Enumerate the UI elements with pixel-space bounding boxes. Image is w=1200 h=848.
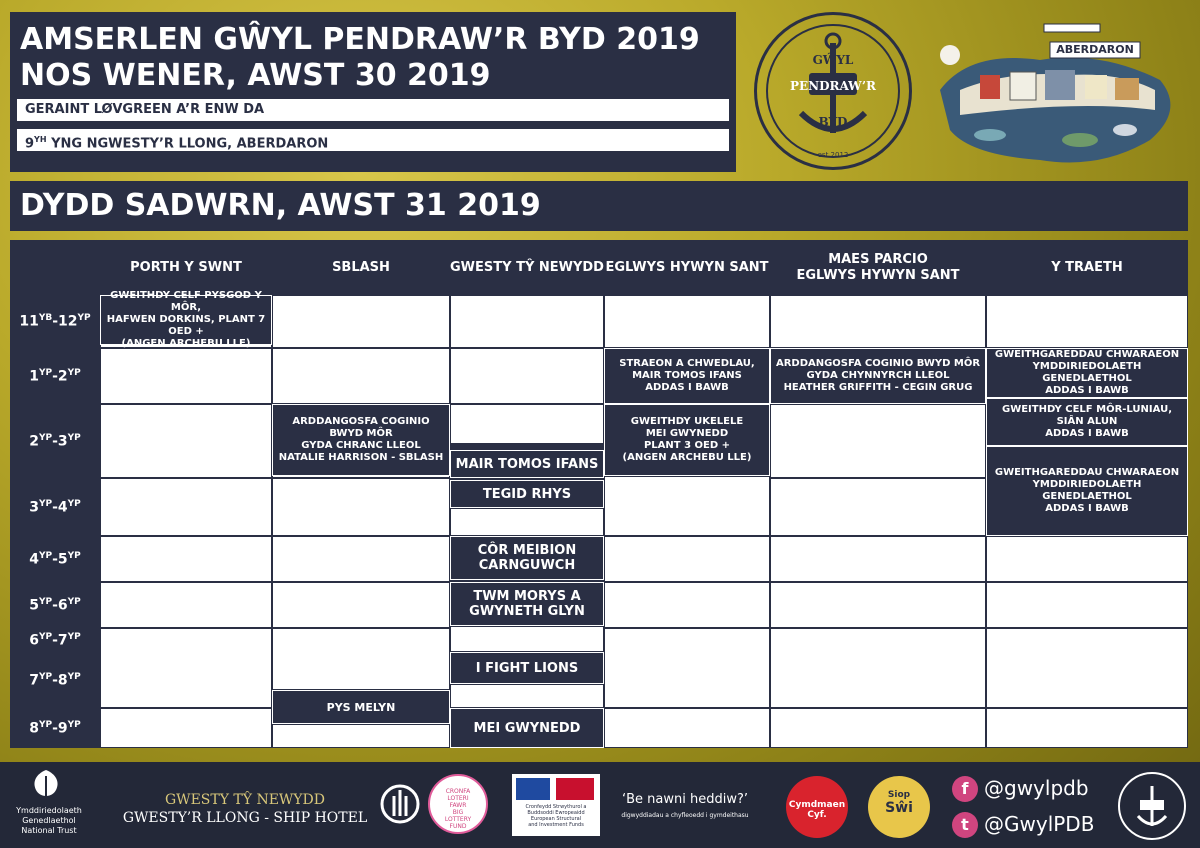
- timetable-cell: [100, 536, 272, 582]
- event-traeth-chwaraeon-1: GWEITHGAREDDAU CHWARAEON YMDDIRIEDOLAETH GENEDLAETHOL ADDAS I BAWB: [986, 348, 1188, 398]
- col-maes: MAES PARCIO EGLWYS HYWYN SANT: [796, 252, 960, 283]
- facebook-icon: f: [952, 776, 978, 802]
- time-slot-label: $8^{YP}-9^{YP}$: [29, 719, 81, 737]
- timetable-cell: [986, 536, 1188, 582]
- timetable-cell: [986, 708, 1188, 748]
- lottery-hand-icon: [378, 776, 422, 836]
- timetable-cell: [604, 708, 770, 748]
- event-cor-meibion: CÔR MEIBION CARNGUWCH: [450, 536, 604, 580]
- time-slot-label: $1^{YP}-2^{YP}$: [29, 367, 81, 385]
- timetable-cell: [100, 628, 272, 708]
- col-gwesty: GWESTY TŶ NEWYDD: [450, 260, 604, 275]
- timetable-cell: [100, 708, 272, 748]
- timetable-cell: [770, 582, 986, 628]
- timetable-cell: [272, 295, 450, 348]
- event-tegid-rhys: TEGID RHYS: [450, 480, 604, 508]
- timetable-cell: [100, 582, 272, 628]
- event-ukelele: GWEITHDY UKELELE MEI GWYNEDD PLANT 3 OED + (ANGEN ARCHEBU LLE): [604, 404, 770, 476]
- big-lottery-logo: CRONFA LOTERI FAWR BIG LOTTERY FUND: [428, 774, 488, 834]
- time-slot-label: $6^{YP}-7^{YP}$: [29, 631, 81, 649]
- timetable-cell: [604, 476, 770, 536]
- cymdeithas-logo: Cymdmaen Cyf.: [786, 776, 848, 838]
- timetable-cell: [272, 628, 450, 690]
- timetable-cell: [272, 348, 450, 404]
- timetable-cell: [450, 348, 604, 404]
- timetable-cell: [450, 508, 604, 536]
- timetable-cell: [770, 708, 986, 748]
- timetable-cell: [986, 628, 1188, 708]
- timetable-cell: [272, 536, 450, 582]
- twitter-handle[interactable]: @GwylPDB: [984, 812, 1095, 836]
- event-straeon: STRAEON A CHWEDLAU, MAIR TOMOS IFANS ADDAS I BAWB: [604, 348, 770, 404]
- timetable-cell: [604, 628, 770, 708]
- timetable-cell: [450, 404, 604, 444]
- timetable-cell: [450, 684, 604, 708]
- col-sblash: SBLASH: [332, 260, 390, 275]
- timetable-cell: [450, 626, 604, 652]
- title-line-1: AMSERLEN GŴYL PENDRAW’R BYD 2019: [20, 22, 700, 57]
- festival-logo: GŴYL PENDRAW’R BYD est 2012: [754, 12, 912, 170]
- timetable-cell: [770, 628, 986, 708]
- timetable-cell: [272, 582, 450, 628]
- event-traeth-celf: GWEITHDY CELF MÔR-LUNIAU, SIÂN ALUN ADDAS I BAWB: [986, 398, 1188, 446]
- event-sblash-coginio: ARDDANGOSFA COGINIO BWYD MÔR GYDA CHRANC LLEOL NATALIE HARRISON - SBLASH: [272, 404, 450, 476]
- friday-act-1: GERAINT LØVGREEN A’R ENW DA: [16, 98, 730, 122]
- nawni-sub: digwyddiadau a chyfleoedd i gymdeithasu: [621, 812, 749, 819]
- timetable-cell: [604, 295, 770, 348]
- event-mei-gwynedd: MEI GWYNEDD: [450, 708, 604, 748]
- event-porth-art: GWEITHDY CELF PYSGOD Y MÔR, HAFWEN DORKINS, PLANT 7 OED + (ANGEN ARCHEBU LLE): [100, 295, 272, 345]
- event-traeth-chwaraeon-2: GWEITHGAREDDAU CHWARAEON YMDDIRIEDOLAETH GENEDLAETHOL ADDAS I BAWB: [986, 446, 1188, 536]
- time-slot-label: $2^{YP}-3^{YP}$: [29, 432, 81, 450]
- time-slot-label: $11^{YB}-12^{YP}$: [19, 313, 91, 330]
- timetable-cell: [604, 536, 770, 582]
- map-sign: ABERDARON: [1056, 43, 1134, 56]
- timetable-cell: [770, 536, 986, 582]
- timetable-cell: [770, 295, 986, 348]
- nawni-slogan: ‘Be nawni heddiw?’: [621, 792, 749, 807]
- anchor-badge-icon: [1120, 774, 1184, 838]
- hotel-ship: GWESTY’R LLONG - SHIP HOTEL: [122, 810, 368, 826]
- event-pys-melyn: PYS MELYN: [272, 690, 450, 724]
- timetable-cell: [986, 582, 1188, 628]
- festival-badge: [1118, 772, 1186, 840]
- day-title: DYDD SADWRN, AWST 31 2019: [10, 181, 1188, 231]
- timetable-cell: [604, 582, 770, 628]
- col-eglwys: EGLWYS HYWYN SANT: [605, 260, 769, 275]
- event-maes-coginio: ARDDANGOSFA COGINIO BWYD MÔR GYDA CHYNNYRCH LLEOL HEATHER GRIFFITH - CEGIN GRUG: [770, 348, 986, 404]
- event-mair-tomos-ifans: MAIR TOMOS IFANS: [450, 450, 604, 478]
- title-line-2: NOS WENER, AWST 30 2019: [20, 58, 491, 93]
- time-slot-label: $3^{YP}-4^{YP}$: [29, 498, 81, 516]
- timetable-cell: [272, 478, 450, 536]
- sponsor-footer: Ymddiriedolaeth Genedlaethol National Trust GWESTY TŶ NEWYDD GWESTY’R LLONG - SHIP HOTEL CRONFA LOTERI FAWR BIG LOTTERY FUND Cronfeydd Strwythurol a Buddsoddi Ewropeaidd European Structural and Investment Funds ‘Be nawni heddiw?’ digwyddiadau a chyfleoedd i gymdeithasu Cymdmaen Cyf. Siop Sŵi f @gwylpdb t @GwylPDB: [0, 762, 1200, 848]
- timetable-cell: [450, 295, 604, 348]
- event-i-fight-lions: I FIGHT LIONS: [450, 652, 604, 684]
- eu-funds-logo: Cronfeydd Strwythurol a Buddsoddi Ewropeaidd European Structural and Investment Funds: [512, 774, 600, 836]
- timetable-cell: [986, 295, 1188, 348]
- time-slot-label: $7^{YP}-8^{YP}$: [29, 671, 81, 689]
- col-traeth: Y TRAETH: [1051, 260, 1123, 275]
- col-porth: PORTH Y SWNT: [130, 260, 242, 275]
- aberdaron-illustration: [930, 20, 1190, 172]
- twitter-icon: t: [952, 812, 978, 838]
- friday-act-2: $9^{YH}$ YNG NGWESTY’R LLONG, ABERDARON: [16, 128, 730, 152]
- oak-leaf-icon: [28, 768, 64, 802]
- timetable-cell: [100, 404, 272, 478]
- timetable-cell: [770, 478, 986, 536]
- time-slot-label: $4^{YP}-5^{YP}$: [29, 550, 81, 568]
- timetable-cell: [100, 348, 272, 404]
- event-twm-morys: TWM MORYS A GWYNETH GLYN: [450, 582, 604, 626]
- header-box: [10, 12, 736, 172]
- timetable-cell: [272, 724, 450, 748]
- siop-swi-logo: Siop Sŵi: [868, 776, 930, 838]
- facebook-handle[interactable]: @gwylpdb: [984, 776, 1089, 800]
- timetable-cell: [770, 404, 986, 478]
- timetable-cell: [100, 478, 272, 536]
- time-slot-label: $5^{YP}-6^{YP}$: [29, 596, 81, 614]
- hotel-ty-newydd: GWESTY TŶ NEWYDD: [165, 792, 325, 808]
